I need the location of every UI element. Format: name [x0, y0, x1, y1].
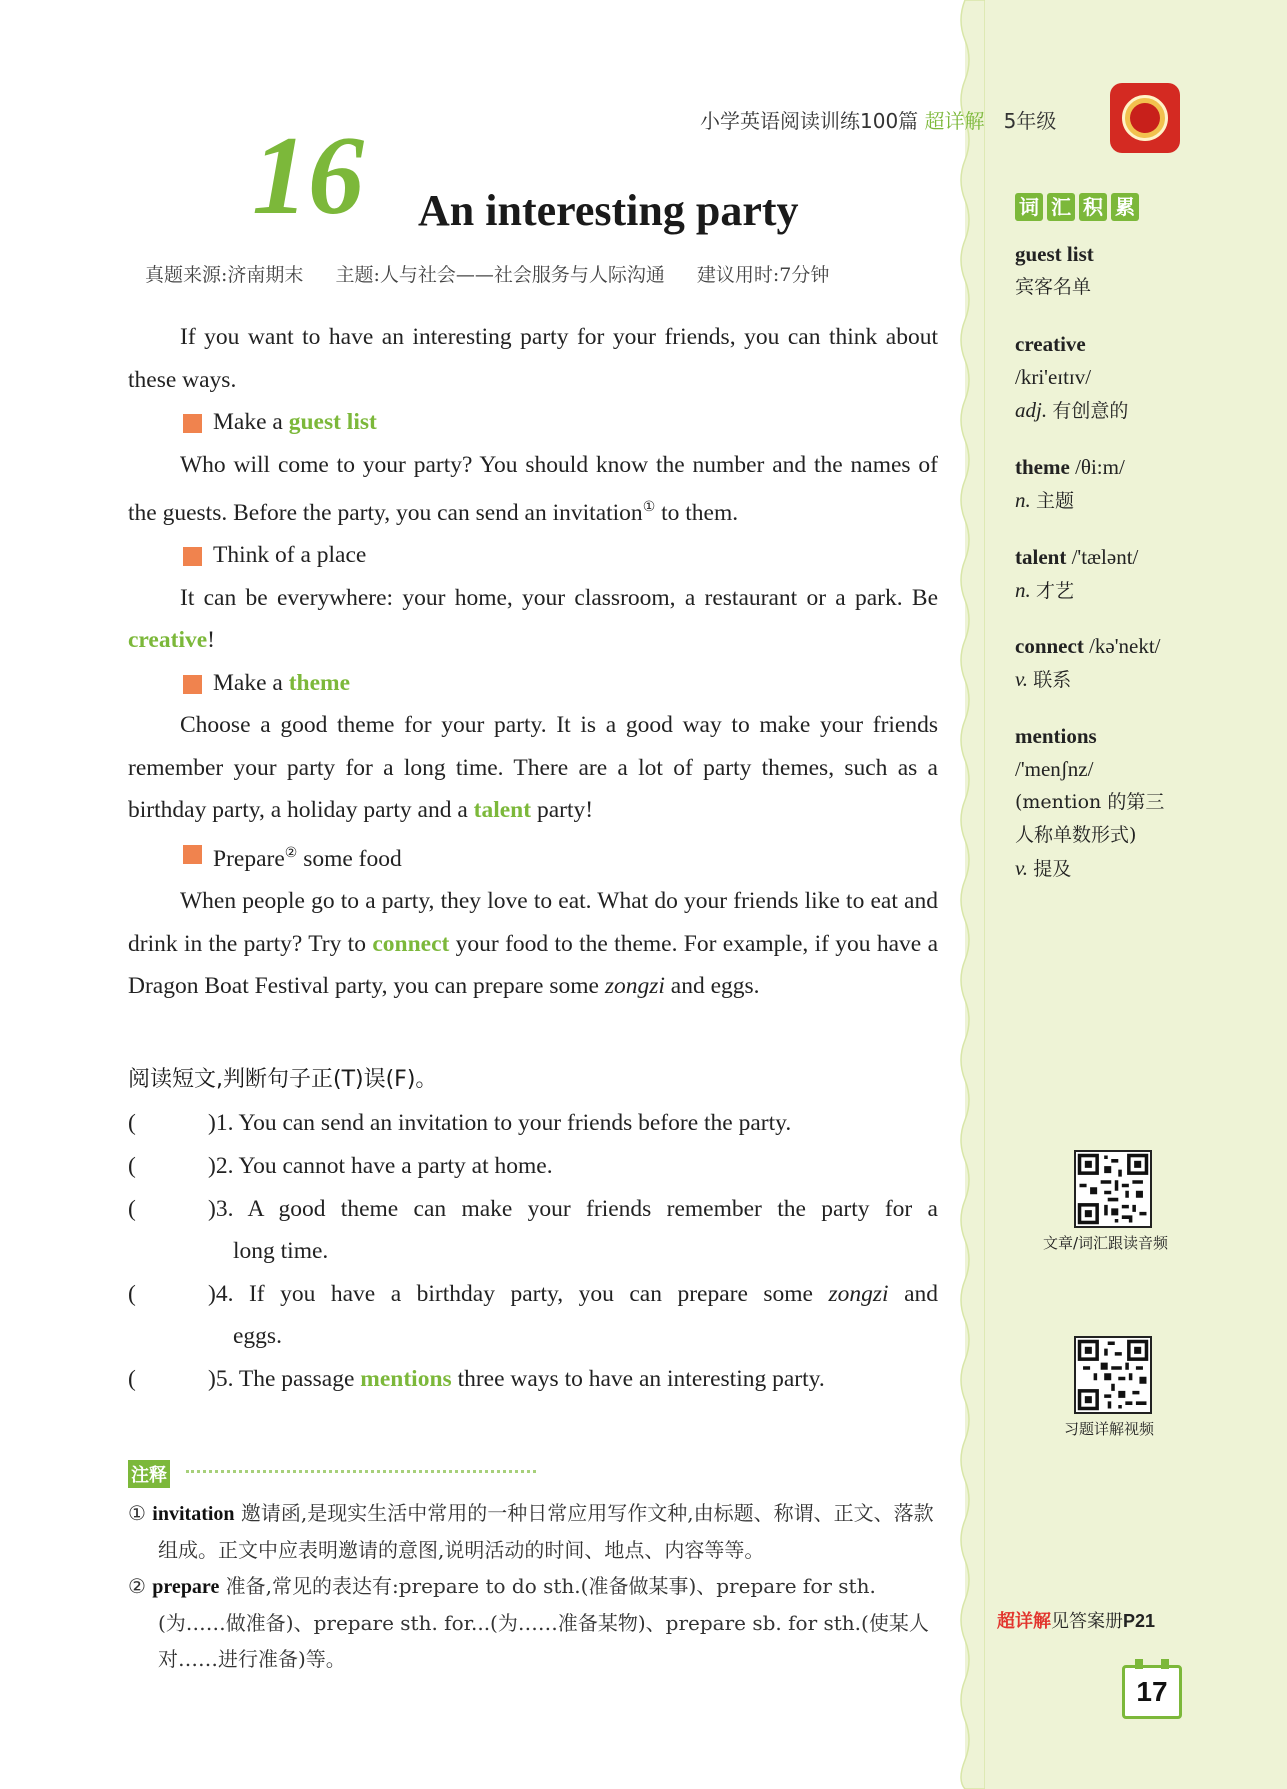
qr-code-video[interactable] — [1074, 1336, 1152, 1414]
keyword-guest-list: guest list — [288, 409, 377, 435]
question-1: ( )1. You can send an invitation to your friends before the party. — [128, 1110, 792, 1136]
qr-audio-label: 文章/词汇跟读音频 — [1043, 1234, 1169, 1252]
vocab-item-creative: creative /kri'eɪtɪv/ adj. 有创意的 — [1015, 332, 1129, 422]
orange-square-icon — [183, 414, 202, 433]
paragraph-2: Who will come to your party? You should know the number and the names of the guests. Before the party, you can send an invitation① to them. — [128, 451, 938, 526]
orange-square-icon — [183, 547, 202, 566]
notes-section — [128, 1495, 938, 1677]
paragraph-4: Choose a good theme for your party. It is a good way to make your friends remember your party for a long time. There are a lot of party themes, such as a birthday party, a holiday party and a talent party! — [128, 712, 938, 824]
publisher-logo — [1110, 83, 1180, 153]
series-prefix: 小学英语阅读训练100篇 — [700, 109, 919, 133]
lesson-meta — [145, 260, 855, 287]
notes-heading: 注释 — [128, 1460, 170, 1488]
note-1: ① invitation 邀请函,是现实生活中常用的一种日常应用写作文种,由标题、称谓、正文、落款组成。正文中应表明邀请的意图,说明活动的时间、地点、内容等等。 — [128, 1501, 934, 1562]
keyword-theme: theme — [288, 669, 351, 696]
question-4: ( )4. If you have a birthday party, you can prepare some zongzi and eggs. — [128, 1281, 939, 1349]
keyword-talent: talent — [473, 797, 532, 824]
theme-label: 主题:人与社会——社会服务与人际沟通 — [335, 264, 665, 286]
vocab-item-guest-list: guest list 宾客名单 — [1015, 242, 1094, 298]
keyword-creative: creative — [128, 627, 208, 654]
paragraph-1: If you want to have an interesting party for your friends, you can think about these ways. — [128, 324, 938, 393]
subheading-food: Prepare② some food — [128, 832, 938, 880]
series-highlight: 超详解 — [924, 109, 985, 133]
source-label: 真题来源:济南期末 — [145, 264, 304, 286]
orange-square-icon — [183, 845, 202, 864]
vocab-heading: 词 汇 积 累 — [1015, 193, 1143, 221]
keyword-connect: connect — [372, 930, 450, 957]
series-header — [700, 105, 1056, 134]
questions-heading: 阅读短文,判断句子正(T)误(F)。 — [128, 1067, 438, 1092]
keyword-mentions: mentions — [360, 1366, 452, 1392]
vocab-item-mentions: mentions /'menʃnz/ (mention 的第三 人称单数形式) v. 提及 — [1015, 724, 1165, 880]
lesson-title: An interesting party — [418, 186, 799, 235]
time-label: 建议用时:7分钟 — [696, 264, 830, 286]
vocab-item-talent: talent /'tælənt/ n. 才艺 — [1015, 545, 1139, 602]
question-2: ( )2. You cannot have a party at home. — [128, 1153, 553, 1179]
qr-video-label: 习题详解视频 — [1064, 1420, 1155, 1438]
paragraph-3: It can be everywhere: your home, your classroom, a restaurant or a park. Be creative! — [128, 584, 938, 654]
paragraph-5: When people go to a party, they love to eat. What do your friends like to eat and drink in the party? Try to connect your food to the theme. For example, if you have a Dragon Boat Festival party, you can prepare some zongzi and eggs. — [128, 888, 938, 1000]
page-number: 17 — [1122, 1665, 1182, 1719]
vocab-item-theme: theme /θi:m/ n. 主题 — [1015, 455, 1125, 512]
question-5: ( )5. The passage mentions three ways to have an interesting party. — [128, 1366, 825, 1392]
orange-square-icon — [183, 675, 202, 694]
note-2: ② prepare 准备,常见的表达有:prepare to do sth.(准备做某事)、prepare for sth.(为……做准备)、prepare sth. for...(为……准备某物)、prepare sb. for sth.(使某人对……进行准备)等。 — [128, 1574, 929, 1671]
answer-reference: 超详解见答案册P21 — [997, 1611, 1156, 1632]
wavy-border — [955, 0, 985, 1789]
reading-passage — [128, 316, 938, 1008]
qr-code-audio[interactable] — [1074, 1150, 1152, 1228]
vocab-item-connect: connect /kə'nekt/ v. 联系 — [1015, 634, 1161, 691]
subheading-theme: Make a theme — [128, 662, 938, 705]
subheading-place: Think of a place — [128, 534, 938, 577]
question-3: ( )3. A good theme can make your friends remember the party for a long time. — [128, 1196, 938, 1264]
grade-label: 5年级 — [1003, 109, 1057, 133]
subheading-guest-list: Make a guest list — [128, 401, 938, 444]
footnote-mark-2: ② — [284, 844, 298, 861]
lesson-number: 16 — [252, 114, 364, 238]
footnote-mark-1: ① — [642, 499, 656, 515]
